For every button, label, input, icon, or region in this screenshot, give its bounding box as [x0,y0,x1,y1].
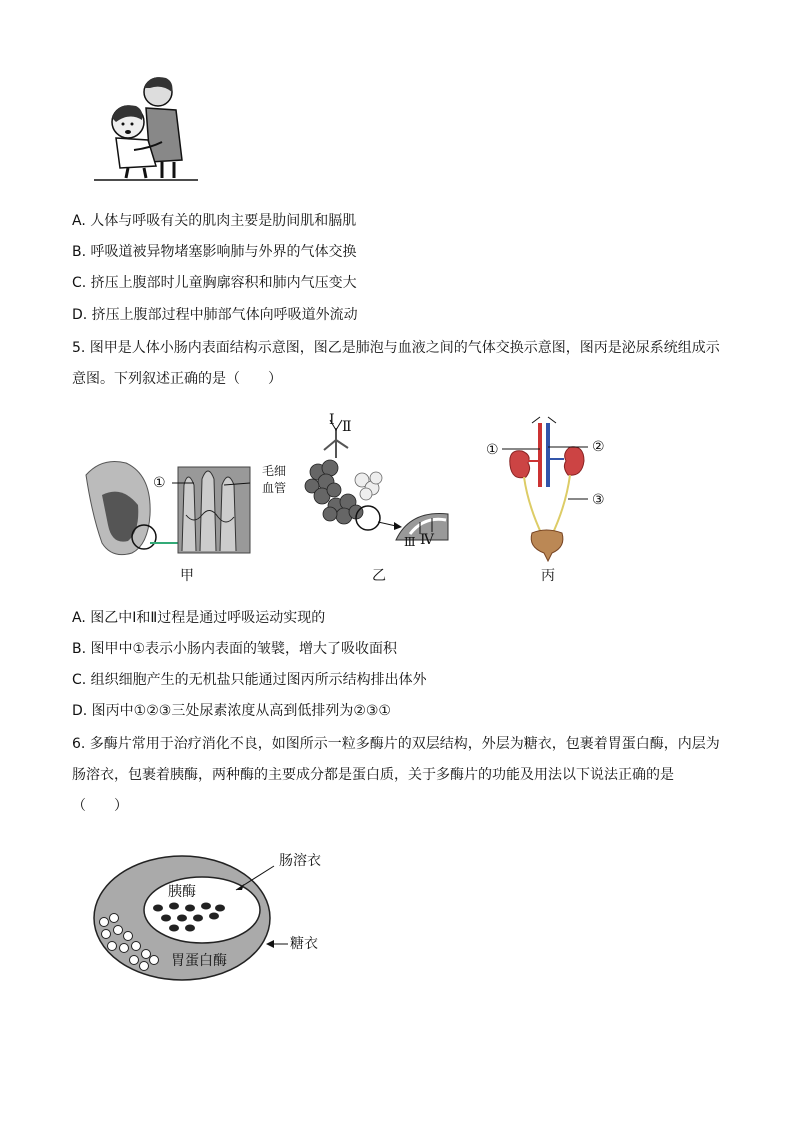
yi-label-II: Ⅱ [342,419,352,435]
yi-label-I: Ⅰ [329,412,335,428]
q5-option-b: B. 图甲中①表示小肠内表面的皱襞，增大了吸收面积 [72,641,398,657]
q4-option-d: D. 挤压上腹部过程中肺部气体向呼吸道外流动 [72,307,358,323]
jia-caption: 甲 [180,568,194,584]
tablet-label-sugar: 糖衣 [290,936,318,952]
q5-option-c: C. 组织细胞产生的无机盐只能通过图丙所示结构排出体外 [72,672,427,688]
q4-option-b: B. 呼吸道被异物堵塞影响肺与外界的气体交换 [72,244,357,260]
jia-label-capillary-2: 血管 [262,481,287,495]
q5-option-a: A. 图乙中Ⅰ和Ⅱ过程是通过呼吸运动实现的 [72,610,326,626]
bing-label-1: ① [486,442,499,458]
bing-label-2: ② [592,439,605,455]
jia-label-capillary-1: 毛细 [262,464,287,478]
yi-caption: 乙 [372,568,386,584]
q4-option-c: C. 挤压上腹部时儿童胸廓容积和肺内气压变大 [72,275,357,291]
heimlich-illustration [90,70,205,185]
yi-label-III: Ⅲ [404,535,416,549]
q5-option-d: D. 图丙中①②③三处尿素浓度从高到低排列为②③① [72,703,391,719]
q5-stem-line1: 5. 图甲是人体小肠内表面结构示意图，图乙是肺泡与血液之间的气体交换示意图，图丙是泌尿系统组成示 [72,340,720,356]
q6-stem-line2: 肠溶衣，包裹着胰酶，两种酶的主要成分都是蛋白质，关于多酶片的功能及用法以下说法正确的是 [72,767,674,783]
tablet-label-enteric: 肠溶衣 [279,853,321,869]
q5-stem-line2: 意图。下列叙述正确的是（ ） [72,371,282,387]
bing-caption: 丙 [541,568,555,584]
tablet-label-pancreatin: 胰酶 [168,884,196,900]
q6-stem-line3: （ ） [72,798,128,814]
tablet-label-pepsin: 胃蛋白酶 [171,953,227,969]
bing-label-3: ③ [592,492,605,508]
figure-jia-intestine [82,455,252,560]
q4-option-a: A. 人体与呼吸有关的肌肉主要是肋间肌和膈肌 [72,213,357,229]
yi-label-IV: Ⅳ [420,532,434,548]
jia-label-1: ① [153,475,166,491]
q6-stem-line1: 6. 多酶片常用于治疗消化不良，如图所示一粒多酶片的双层结构，外层为糖衣，包裹着胃蛋白酶，内层为 [72,736,720,752]
